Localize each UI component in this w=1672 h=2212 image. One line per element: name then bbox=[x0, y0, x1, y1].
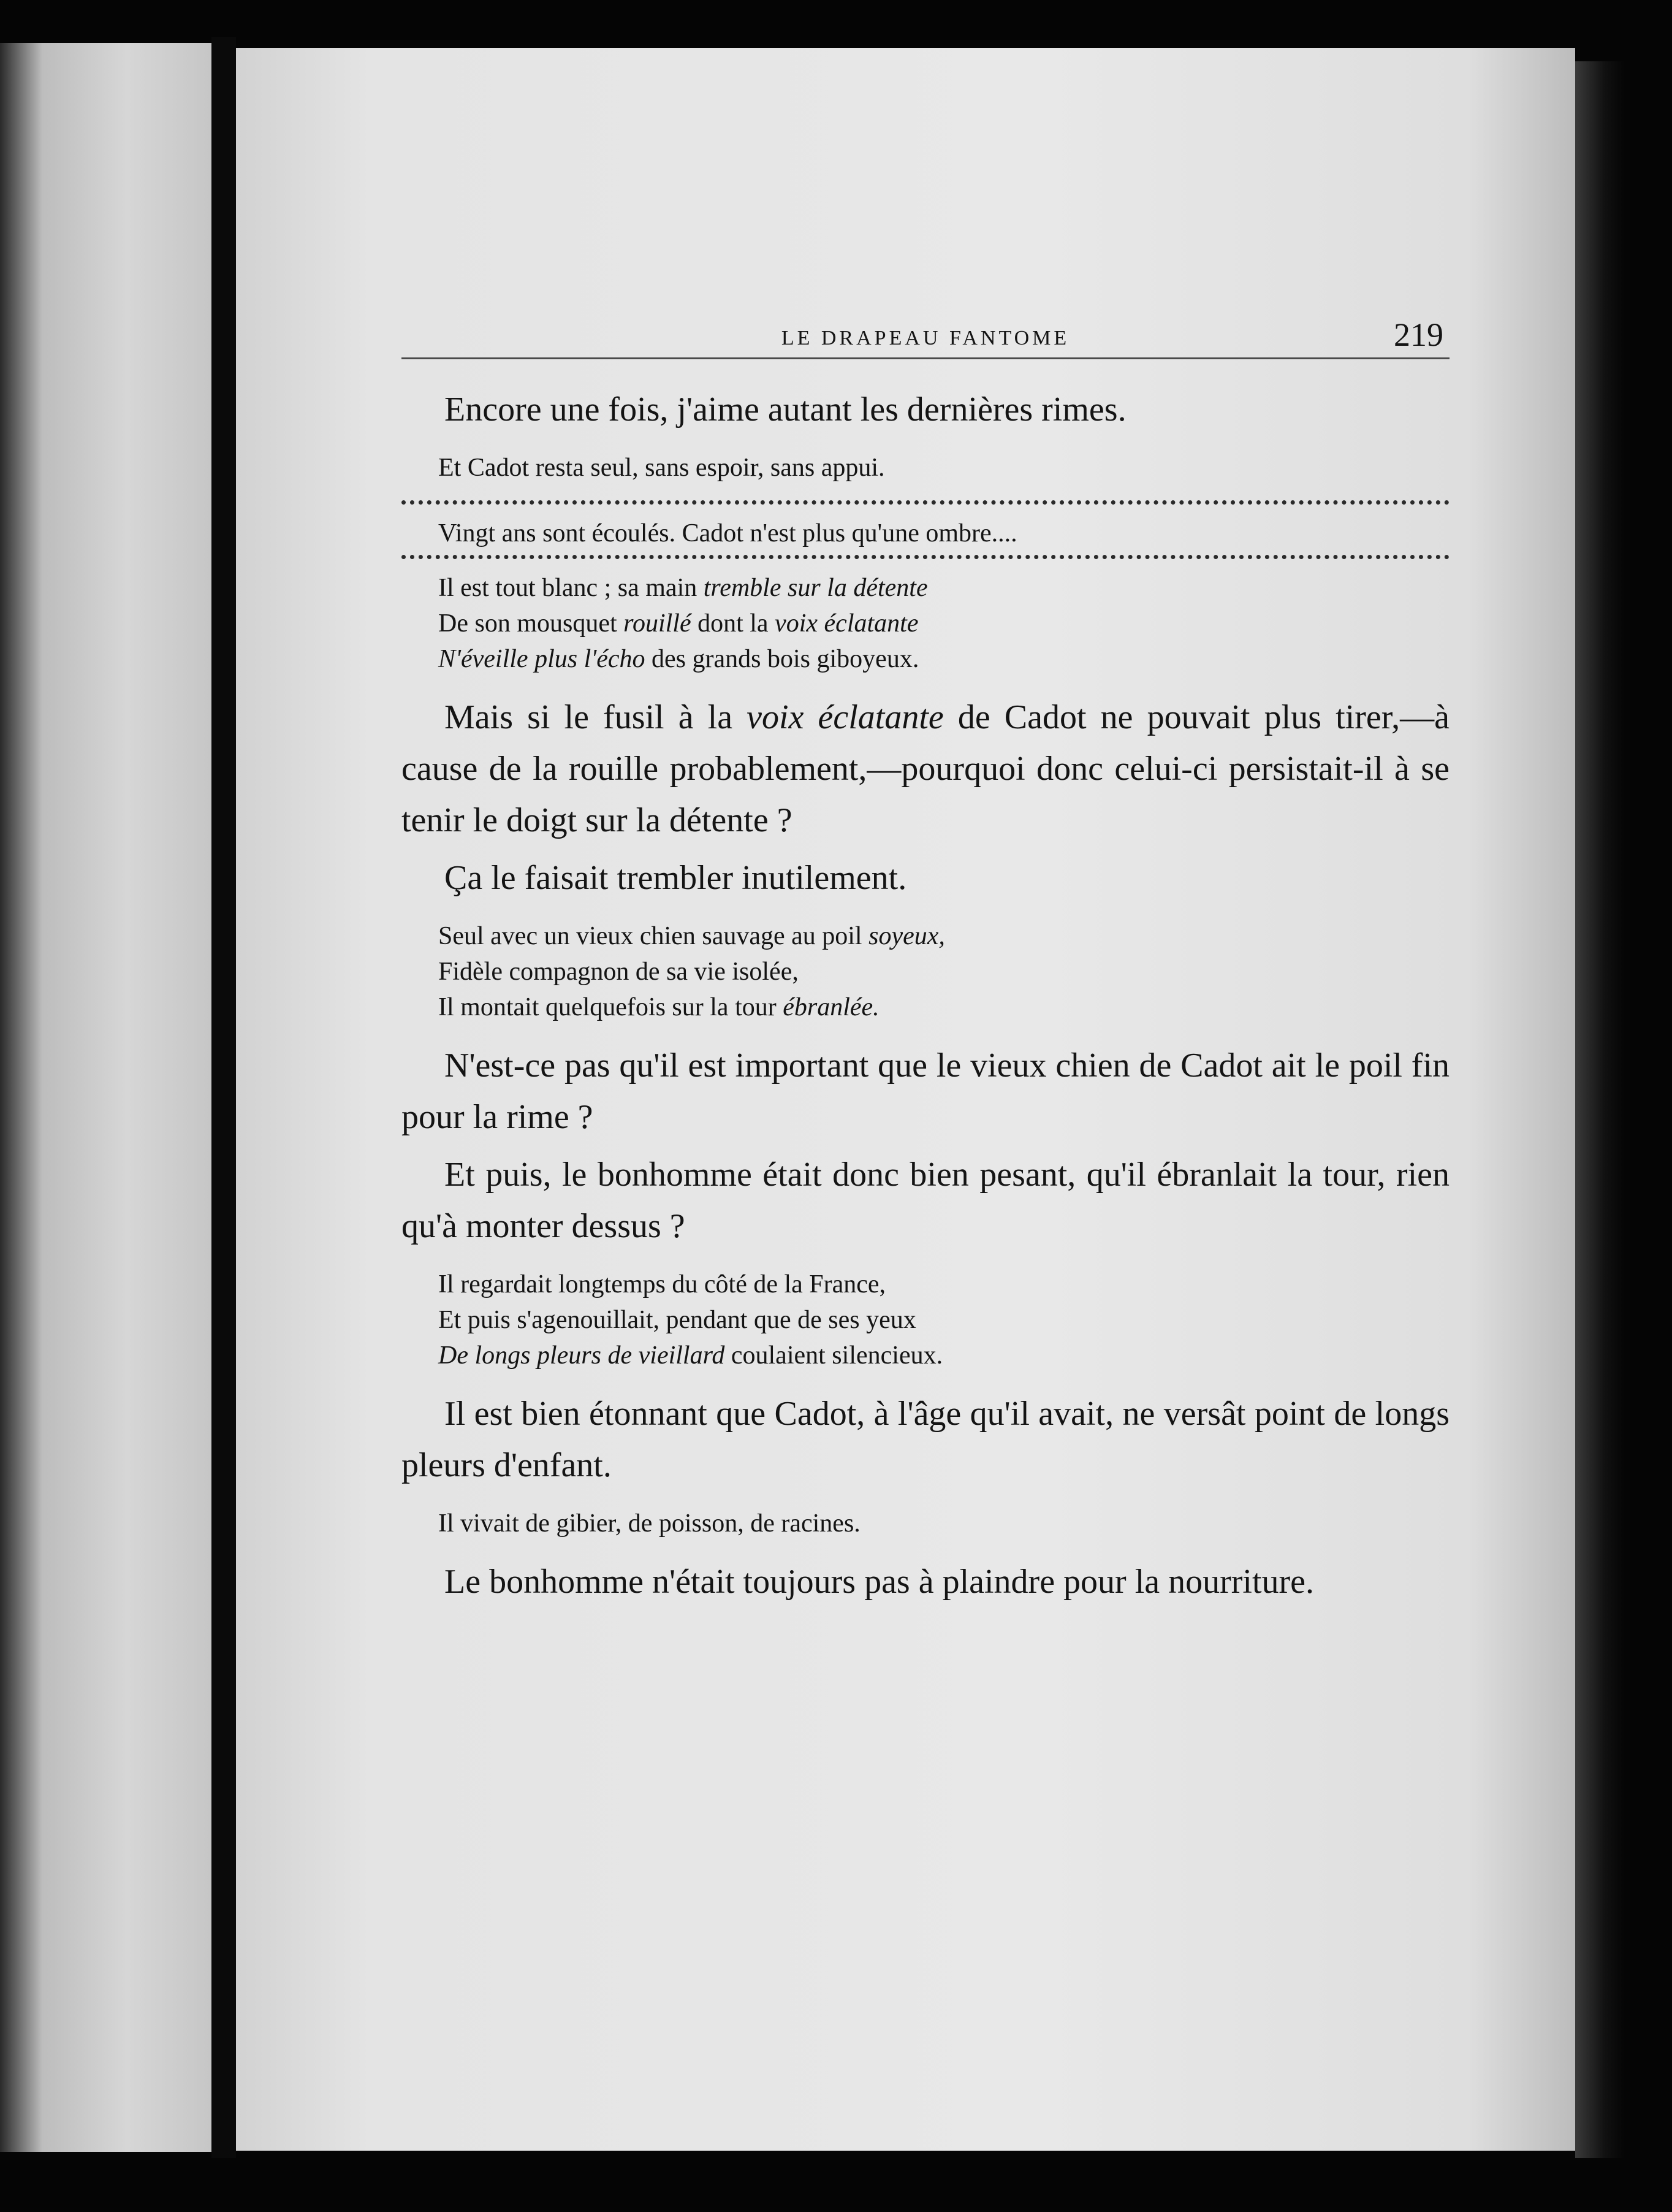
verse-italic: soyeux, bbox=[868, 922, 945, 950]
verse-text: dont la bbox=[691, 609, 775, 638]
verse-line bbox=[438, 570, 1450, 606]
verse-italic: rouillé bbox=[623, 609, 691, 638]
verse-line: Et Cadot resta seul, sans espoir, sans appui. bbox=[438, 454, 885, 482]
verse-text: coulaient silencieux. bbox=[724, 1341, 943, 1370]
paragraph-text: Mais si le fusil à la bbox=[444, 698, 747, 736]
verse-text: De son mousquet bbox=[438, 609, 624, 638]
running-title: LE DRAPEAU FANTOME bbox=[781, 327, 1070, 349]
ellipsis-divider bbox=[401, 555, 1450, 559]
verse-text: Il montait quelquefois sur la tour bbox=[438, 993, 783, 1021]
verse-line: Fidèle compagnon de sa vie isolée, bbox=[438, 958, 799, 986]
verse-italic: ébranlée. bbox=[783, 993, 880, 1021]
verse-line bbox=[438, 918, 1450, 954]
verse-italic: voix éclatante bbox=[775, 609, 919, 638]
paragraph-4: N'est-ce pas qu'il est important que le vieux chien de Cadot ait le poil fin pour la rime ? bbox=[401, 1047, 1450, 1136]
paragraph-2 bbox=[401, 692, 1450, 846]
paragraph-text: de Cadot ne pouvait plus tirer,—à cause de la rouille probablement,—pourquoi donc celui-ci persistait-il à se tenir le doigt sur la détente ? bbox=[401, 698, 1450, 839]
paragraph-3: Ça le faisait trembler inutilement. bbox=[444, 859, 907, 897]
verse-5 bbox=[438, 1267, 1450, 1373]
book-page bbox=[236, 48, 1575, 2151]
verse-line: Il vivait de gibier, de poisson, de racines. bbox=[438, 1509, 861, 1538]
verse-4 bbox=[438, 918, 1450, 1025]
book-right-edge bbox=[1575, 61, 1624, 2158]
ellipsis-divider bbox=[401, 500, 1450, 505]
verse-text: Seul avec un vieux chien sauvage au poil bbox=[438, 922, 869, 950]
page-header bbox=[401, 284, 1450, 359]
verse-italic: tremble sur la détente bbox=[703, 574, 928, 602]
paragraph-7: Le bonhomme n'était toujours pas à plaindre pour la nourriture. bbox=[444, 1563, 1315, 1601]
paragraph-italic: voix éclatante bbox=[747, 698, 944, 736]
verse-2 bbox=[438, 516, 1450, 551]
page-content bbox=[401, 284, 1450, 1608]
verse-line: Vingt ans sont écoulés. Cadot n'est plus qu'une ombre.... bbox=[438, 519, 1017, 547]
verse-line: Il regardait longtemps du côté de la France, bbox=[438, 1270, 886, 1299]
verse-line: Et puis s'agenouillait, pendant que de ses yeux bbox=[438, 1306, 916, 1334]
verse-text: Il est tout blanc ; sa main bbox=[438, 574, 704, 602]
verse-italic: N'éveille plus l'écho bbox=[438, 645, 645, 673]
verse-line bbox=[438, 1338, 1450, 1373]
verse-6 bbox=[438, 1506, 1450, 1541]
verse-line bbox=[438, 606, 1450, 641]
verse-text: des grands bois giboyeux. bbox=[645, 645, 919, 673]
left-page-edge bbox=[0, 43, 211, 2152]
verse-line bbox=[438, 990, 1450, 1025]
verse-1 bbox=[438, 450, 1450, 486]
book-gutter bbox=[211, 37, 236, 2158]
verse-line bbox=[438, 641, 1450, 677]
paragraph-6: Il est bien étonnant que Cadot, à l'âge qu'il avait, ne versât point de longs pleurs d'enfant. bbox=[401, 1395, 1450, 1484]
paragraph-1: Encore une fois, j'aime autant les dernières rimes. bbox=[444, 391, 1127, 429]
page-number: 219 bbox=[1394, 316, 1443, 353]
paragraph-5: Et puis, le bonhomme était donc bien pesant, qu'il ébranlait la tour, rien qu'à monter dessus ? bbox=[401, 1156, 1450, 1245]
verse-italic: De longs pleurs de vieillard bbox=[438, 1341, 725, 1370]
verse-3 bbox=[438, 570, 1450, 677]
